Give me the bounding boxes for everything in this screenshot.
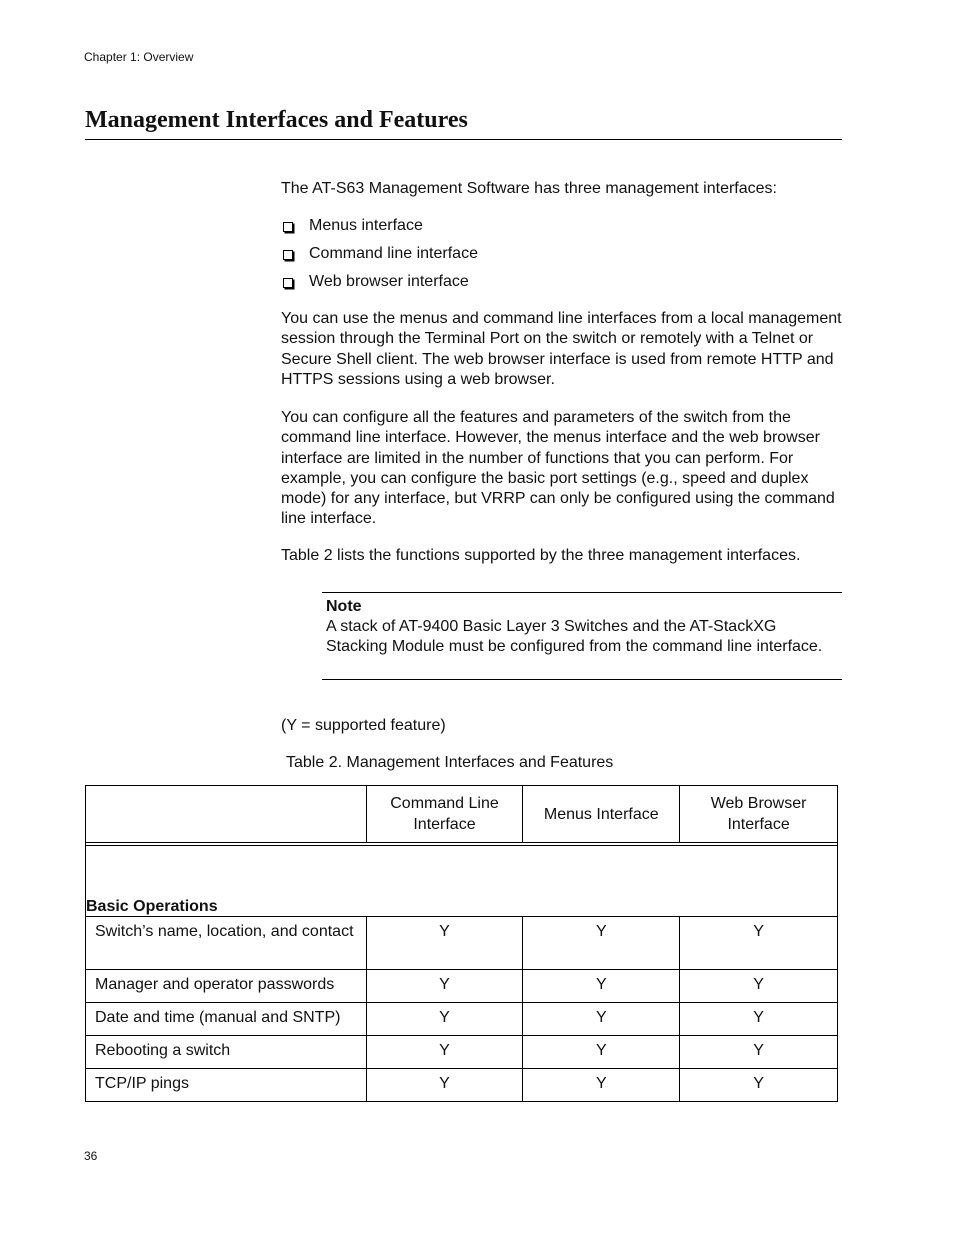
table-caption: Table 2. Management Interfaces and Features bbox=[286, 754, 614, 771]
cli-cell: Y bbox=[366, 1003, 523, 1036]
table-row bbox=[86, 1003, 838, 1036]
checkbox-bullet-icon bbox=[283, 222, 293, 232]
column-header-web: Web Browser Interface bbox=[680, 786, 838, 843]
feature-cell: Date and time (manual and SNTP) bbox=[86, 1003, 367, 1036]
feature-cell: TCP/IP pings bbox=[86, 1069, 367, 1102]
title-divider bbox=[85, 139, 842, 140]
table-row bbox=[86, 970, 838, 1003]
feature-cell: Manager and operator passwords bbox=[86, 970, 367, 1003]
column-header-feature bbox=[86, 786, 367, 843]
intro-text: The AT-S63 Management Software has three management interfaces: bbox=[281, 180, 777, 197]
cli-cell: Y bbox=[366, 917, 523, 970]
table-row bbox=[86, 917, 838, 970]
paragraph-table-ref: Table 2 lists the functions supported by the three management interfaces. bbox=[281, 547, 801, 564]
menus-cell: Y bbox=[523, 917, 680, 970]
cli-cell: Y bbox=[366, 970, 523, 1003]
table-header-row bbox=[86, 786, 838, 843]
column-header-menus: Menus Interface bbox=[523, 786, 680, 843]
list-item: Command line interface bbox=[281, 244, 478, 272]
web-cell: Y bbox=[680, 1069, 838, 1102]
menus-cell: Y bbox=[523, 970, 680, 1003]
feature-cell: Rebooting a switch bbox=[86, 1036, 367, 1069]
checkbox-bullet-icon bbox=[283, 278, 293, 288]
section-title: Management Interfaces and Features bbox=[85, 107, 468, 133]
list-item: Menus interface bbox=[281, 216, 478, 244]
note-heading: Note bbox=[326, 598, 362, 615]
menus-cell: Y bbox=[523, 1003, 680, 1036]
menus-cell: Y bbox=[523, 1069, 680, 1102]
note-text: A stack of AT-9400 Basic Layer 3 Switches and the AT-StackXG Stacking Module must be configured from the command line interface. bbox=[326, 618, 823, 656]
web-cell: Y bbox=[680, 970, 838, 1003]
cli-cell: Y bbox=[366, 1069, 523, 1102]
table-row bbox=[86, 1036, 838, 1069]
management-features-table bbox=[85, 785, 838, 1102]
interface-list bbox=[281, 216, 478, 300]
paragraph-access: You can use the menus and command line interfaces from a local management session through the Terminal Port on the switch or remotely with a Telnet or Secure Shell client. The web browser interface is used from remote HTTP and HTTPS sessions using a web browser. bbox=[281, 310, 842, 388]
cli-cell: Y bbox=[366, 1036, 523, 1069]
web-cell: Y bbox=[680, 1003, 838, 1036]
menus-cell: Y bbox=[523, 1036, 680, 1069]
section-label: Basic Operations bbox=[86, 846, 838, 917]
column-header-cli: Command Line Interface bbox=[366, 786, 523, 843]
feature-cell: Switch’s name, location, and contact bbox=[86, 917, 367, 970]
running-head: Chapter 1: Overview bbox=[84, 50, 194, 64]
web-cell: Y bbox=[680, 1036, 838, 1069]
table-legend: (Y = supported feature) bbox=[281, 717, 446, 734]
page-number: 36 bbox=[84, 1149, 98, 1163]
note-box bbox=[322, 592, 842, 680]
checkbox-bullet-icon bbox=[283, 250, 293, 260]
paragraph-features: You can configure all the features and parameters of the switch from the command line interface. However, the menus interface and the web browser interface are limited in the number of functions that you can perform. For example, you can configure the basic port settings (e.g., speed and duplex mode) for any interface, but VRRP can only be configured using the command line interface. bbox=[281, 409, 835, 528]
table-row bbox=[86, 1069, 838, 1102]
table-section-row bbox=[86, 846, 838, 917]
web-cell: Y bbox=[680, 917, 838, 970]
list-item: Web browser interface bbox=[281, 272, 478, 300]
